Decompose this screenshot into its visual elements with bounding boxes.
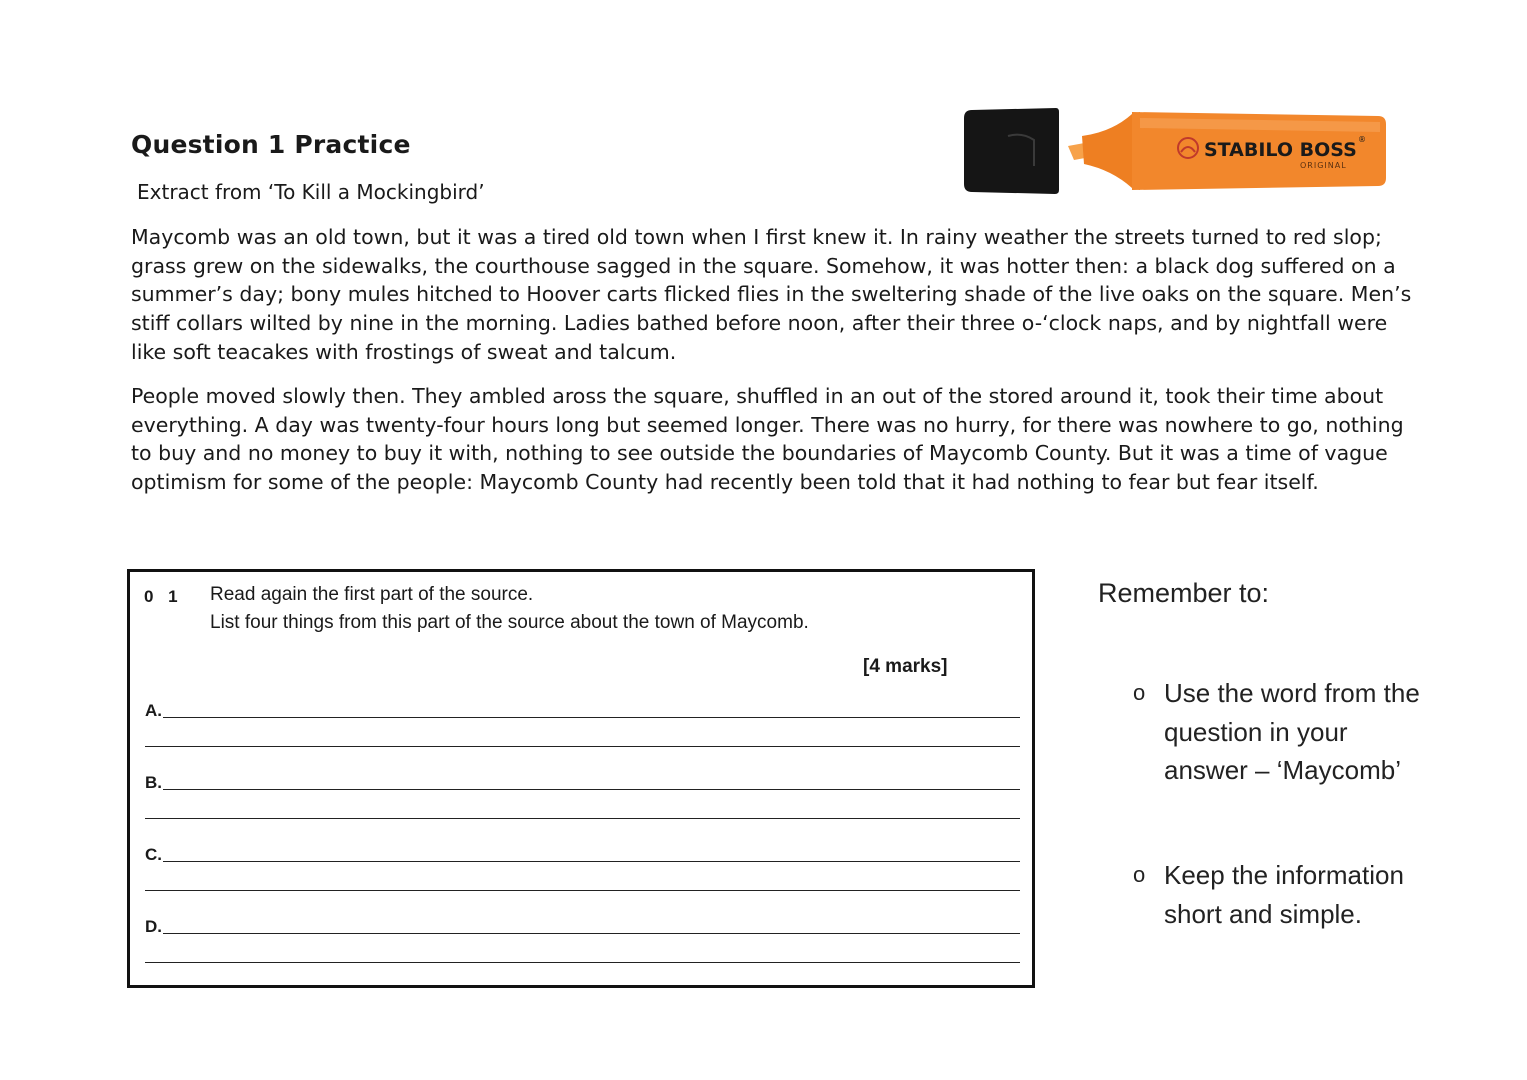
extract-paragraph: Maycomb was an old town, but it was a tired old town when I first knew it. In rainy weather the streets turned to red slop; grass grew on the sidewalks, the courthouse sagged in the square. Somehow, it was hotter then: a black dog suffered on a summer’s day; bony mules hitched to Hoover carts flicked flies in the sweltering shade of the live oaks on the square. Men’s stiff collars wilted by nine in the morning. Ladies bathed before noon, after their three o-‘clock naps, and by nightfall were like soft teacakes with frostings of sweat and talcum. — [131, 225, 1412, 364]
answer-line-a-continued[interactable] — [145, 746, 1020, 747]
bullet-icon: o — [1133, 862, 1146, 887]
answer-line-b[interactable] — [163, 789, 1020, 790]
answer-line-c[interactable] — [163, 861, 1020, 862]
remember-tip-text: Keep the information short and simple. — [1164, 860, 1404, 929]
answer-label-a: A. — [145, 701, 162, 720]
question-box — [127, 569, 1035, 988]
answer-label-b: B. — [145, 773, 162, 792]
remember-heading: Remember to: — [1098, 578, 1270, 608]
question-instruction: Read again the first part of the source. — [210, 584, 534, 605]
question-marks: [4 marks] — [863, 656, 948, 677]
highlighter-brand: STABILO BOSS — [1204, 139, 1357, 161]
question-prompt: List four things from this part of the source about the town of Maycomb. — [210, 612, 809, 633]
highlighter-image — [962, 106, 1392, 196]
page-title: Question 1 Practice — [131, 130, 411, 159]
answer-line-d[interactable] — [163, 933, 1020, 934]
extract-source-subtitle: Extract from ‘To Kill a Mockingbird’ — [137, 180, 485, 204]
question-number: 0 1 — [144, 587, 183, 606]
remember-tip — [1133, 856, 1424, 933]
answer-line-d-continued[interactable] — [145, 962, 1020, 963]
answer-line-a[interactable] — [163, 717, 1020, 718]
answer-line-b-continued[interactable] — [145, 818, 1020, 819]
answer-line-c-continued[interactable] — [145, 890, 1020, 891]
highlighter-neck — [1082, 112, 1140, 190]
highlighter-sub-brand: ORIGINAL — [1300, 161, 1347, 170]
answer-label-d: D. — [145, 917, 162, 936]
remember-tip-text: Use the word from the question in your answer – ‘Maycomb’ — [1164, 678, 1420, 785]
bullet-icon: o — [1133, 680, 1146, 705]
highlighter-cap — [964, 108, 1059, 194]
answer-label-c: C. — [145, 845, 162, 864]
highlighter-registered-mark: ® — [1358, 135, 1366, 144]
remember-tip — [1133, 674, 1424, 790]
extract-paragraph: People moved slowly then. They ambled aross the square, shuffled in an out of the stored around it, took their time about everything. A day was twenty-four hours long but seemed longer. There was no hurry, for there was nowhere to go, nothing to buy and no money to buy it with, nothing to see outside the boundaries of Maycomb County. But it was a time of vague optimism for some of the people: Maycomb County had recently been told that it had nothing to fear but fear itself. — [131, 384, 1404, 495]
